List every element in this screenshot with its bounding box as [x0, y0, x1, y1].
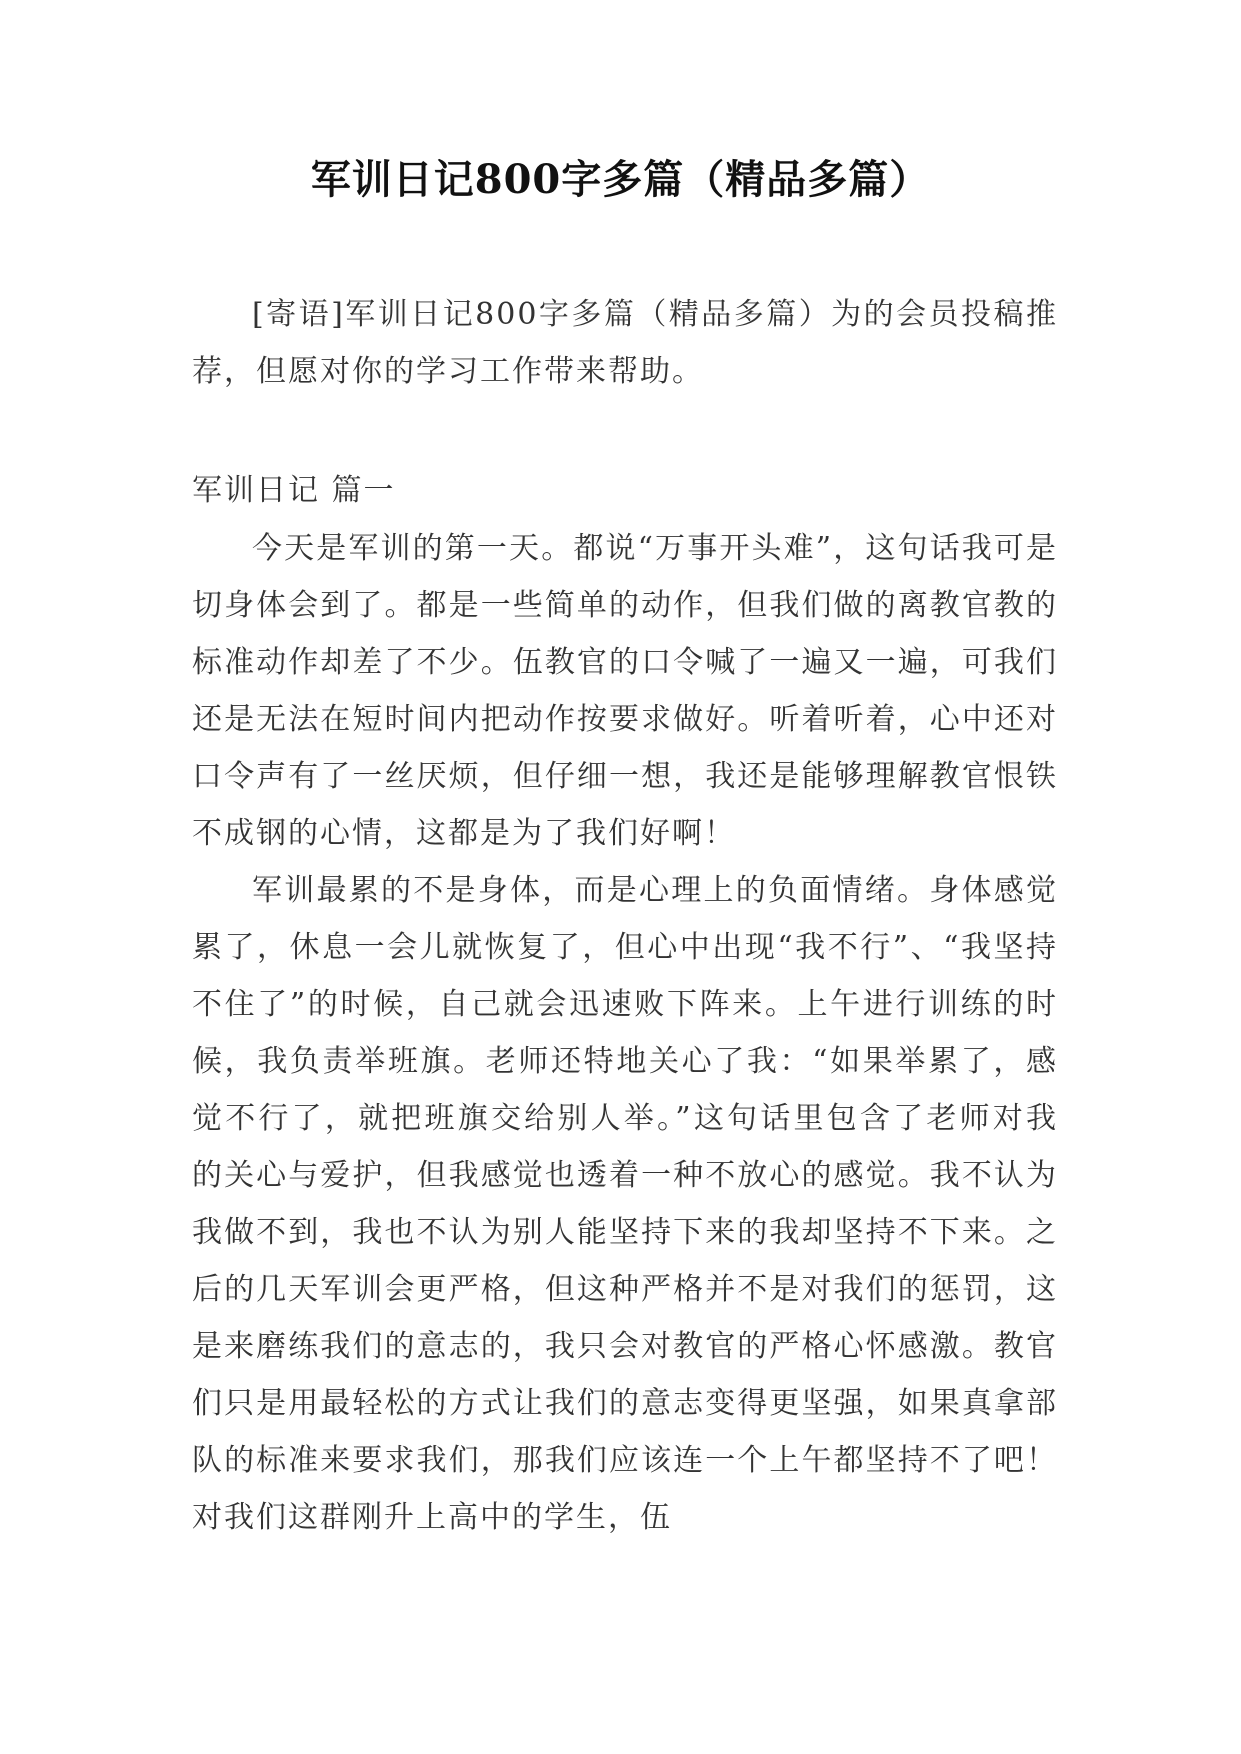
intro-paragraph: [寄语]军训日记800字多篇（精品多篇）为的会员投稿推荐，但愿对你的学习工作带来帮助。	[192, 297, 1058, 389]
body-paragraph-2: 军训最累的不是身体，而是心理上的负面情绪。身体感觉累了，休息一会儿就恢复了，但心中出现“我不行”、“我坚持不住了”的时候，自己就会迅速败下阵来。上午进行训练的时候，我负责举班旗。老师还特地关心了我：“如果举累了，感觉不行了，就把班旗交给别人举。”这句话里包含了老师对我的关心与爱护，但我感觉也透着一种不放心的感觉。我不认为我做不到，我也不认为别人能坚持下来的我却坚持不下来。之后的几天军训会更严格，但这种严格并不是对我们的惩罚，这是来磨练我们的意志的，我只会对教官的严格心怀感激。教官们只是用最轻松的方式让我们的意志变得更坚强，如果真拿部队的标准来要求我们，那我们应该连一个上午都坚持不了吧！对我们这群刚升上高中的学生，伍	[192, 873, 1058, 1535]
section-heading: 军训日记 篇一	[192, 473, 396, 508]
article-body	[192, 520, 1058, 1546]
document-title: 军训日记800字多篇（精品多篇）	[310, 156, 931, 203]
body-paragraph-1: 今天是军训的第一天。都说“万事开头难”，这句话我可是切身体会到了。都是一些简单的动作，但我们做的离教官教的标准动作却差了不少。伍教官的口令喊了一遍又一遍，可我们还是无法在短时间内把动作按要求做好。听着听着，心中还对口令声有了一丝厌烦，但仔细一想，我还是能够理解教官恨铁不成钢的心情，这都是为了我们好啊！	[192, 531, 1058, 851]
